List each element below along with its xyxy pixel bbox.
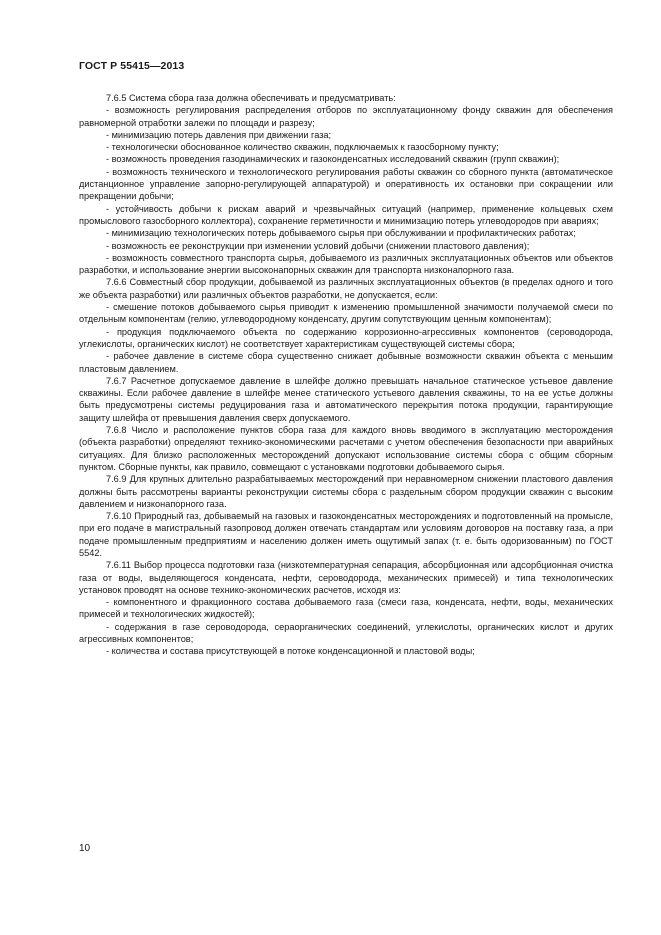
paragraph: 7.6.10 Природный газ, добываемый на газовых и газоконденсатных месторождениях и подготовленный на промысле, при его подаче в магистральный газопровод должен отвечать стандартам или условиям договоров на поставку газа, а при подаче промышленным предприятиям и населению должен иметь ощутимый запах (т. е. быть одоризованным) по ГОСТ 5542.	[79, 511, 613, 558]
paragraph: - устойчивость добычи к рискам аварий и чрезвычайных ситуаций (например, применение кольцевых схем промыслового газосборного коллектора), сохранение герметичности и минимизацию потерь углеводородов при авариях;	[79, 203, 613, 226]
paragraph: - возможность ее реконструкции при изменении условий добычи (снижении пластового давления);	[106, 240, 530, 251]
paragraph: - возможность технического и технологического регулирования работы скважин со сборного пункта (автоматическое дистанционное управление запорно-регулирующей аппаратурой) и оперативность их остановки при сокращении или прекращении добычи;	[79, 166, 613, 202]
standard-code-header: ГОСТ Р 55415—2013	[79, 60, 185, 72]
paragraph: - технологически обоснованное количество скважин, подключаемых к газосборному пункту;	[106, 142, 499, 153]
paragraph: - компонентного и фракционного состава добываемого газа (смеси газа, конденсата, нефти, воды, механических примесей и технологических жидкостей);	[79, 597, 613, 620]
document-body	[79, 92, 613, 658]
paragraph: 7.6.9 Для крупных длительно разрабатываемых месторождений при неравномерном снижении пластового давления должны быть рассмотрены варианты реконструкции системы сбора с раздельным сбором продукции скважин с высоким давлением и низконапорного газа.	[79, 474, 613, 509]
paragraph: - продукция подключаемого объекта по содержанию коррозионно-агрессивных компонентов (сероводорода, углекислоты, органических кислот) не соответствует характеристикам существующей системы сбора;	[79, 326, 613, 349]
paragraph: 7.6.7 Расчетное допускаемое давление в шлейфе должно превышать начальное статическое устьевое давление скважины. Если рабочее давление в шлейфе менее статического устьевого давления скважины, то на ее устье должны быть предусмотрены системы редуцирования газа и автоматического перекрытия потока продукции, гарантирующие защиту шлейфа от превышения давления сверх допускаемого.	[79, 375, 613, 423]
paragraph: 7.6.5 Система сбора газа должна обеспечивать и предусматривать:	[106, 93, 396, 103]
paragraph: - возможность проведения газодинамических и газоконденсатных исследований скважин (групп скважин);	[106, 154, 560, 165]
paragraph: - возможность совместного транспорта сырья, добываемого из различных эксплуатационных объектов или объектов разработки, и использование энергии высоконапорных скважин для транспорта низконапорного газа.	[79, 252, 613, 276]
paragraph: 7.6.6 Совместный сбор продукции, добываемой из различных эксплуатационных объектов (в пределах одного и того же объекта разработки) или различных объектов разработки, не допускается, если:	[79, 277, 613, 300]
paragraph: - количества и состава присутствующей в потоке конденсационной и пластовой воды;	[106, 646, 475, 657]
paragraph: 7.6.8 Число и расположение пунктов сбора газа для каждого вновь вводимого в эксплуатацию месторождения (объекта разработки) определяют технико-экономическими расчетами с учетом обеспечения безопасности при аварийных ситуациях. Для близко расположенных месторождений допускают использование системы сбора с общим сборным пунктом. Сборные пункты, как правило, совмещают с установками подготовки добываемого сырья.	[79, 425, 613, 472]
paragraph: - минимизацию потерь давления при движении газа;	[106, 129, 332, 140]
paragraph: - содержания в газе сероводорода, сераорганических соединений, углекислоты, органических кислот и других агрессивных компонентов;	[79, 621, 613, 645]
paragraph: - рабочее давление в системе сбора существенно снижает добывные возможности скважин объекта с меньшим пластовым давлением.	[79, 351, 613, 374]
paragraph: - минимизацию технологических потерь добываемого сырья при обслуживании и профилактических работах;	[106, 228, 576, 239]
page-number: 10	[79, 843, 91, 854]
paragraph: - возможность регулирования распределения отборов по эксплуатационному фонду скважин для обеспечения равномерной отработки залежи по площади и разрезу;	[79, 105, 613, 128]
paragraph: 7.6.11 Выбор процесса подготовки газа (низкотемпературная сепарация, абсорбционная или адсорбционная очистка газа от воды, выделяющегося конденсата, нефти, сероводорода, механических примесей) и типа технологических установок проводят на основе технико-экономических расчетов, исходя из:	[79, 560, 613, 595]
paragraph: - смешение потоков добываемого сырья приводит к изменению промышленной значимости получаемой смеси по отдельным компонентам (гелию, углеводородному конденсату, другим сопутствующим ценным компонентам);	[79, 302, 613, 325]
